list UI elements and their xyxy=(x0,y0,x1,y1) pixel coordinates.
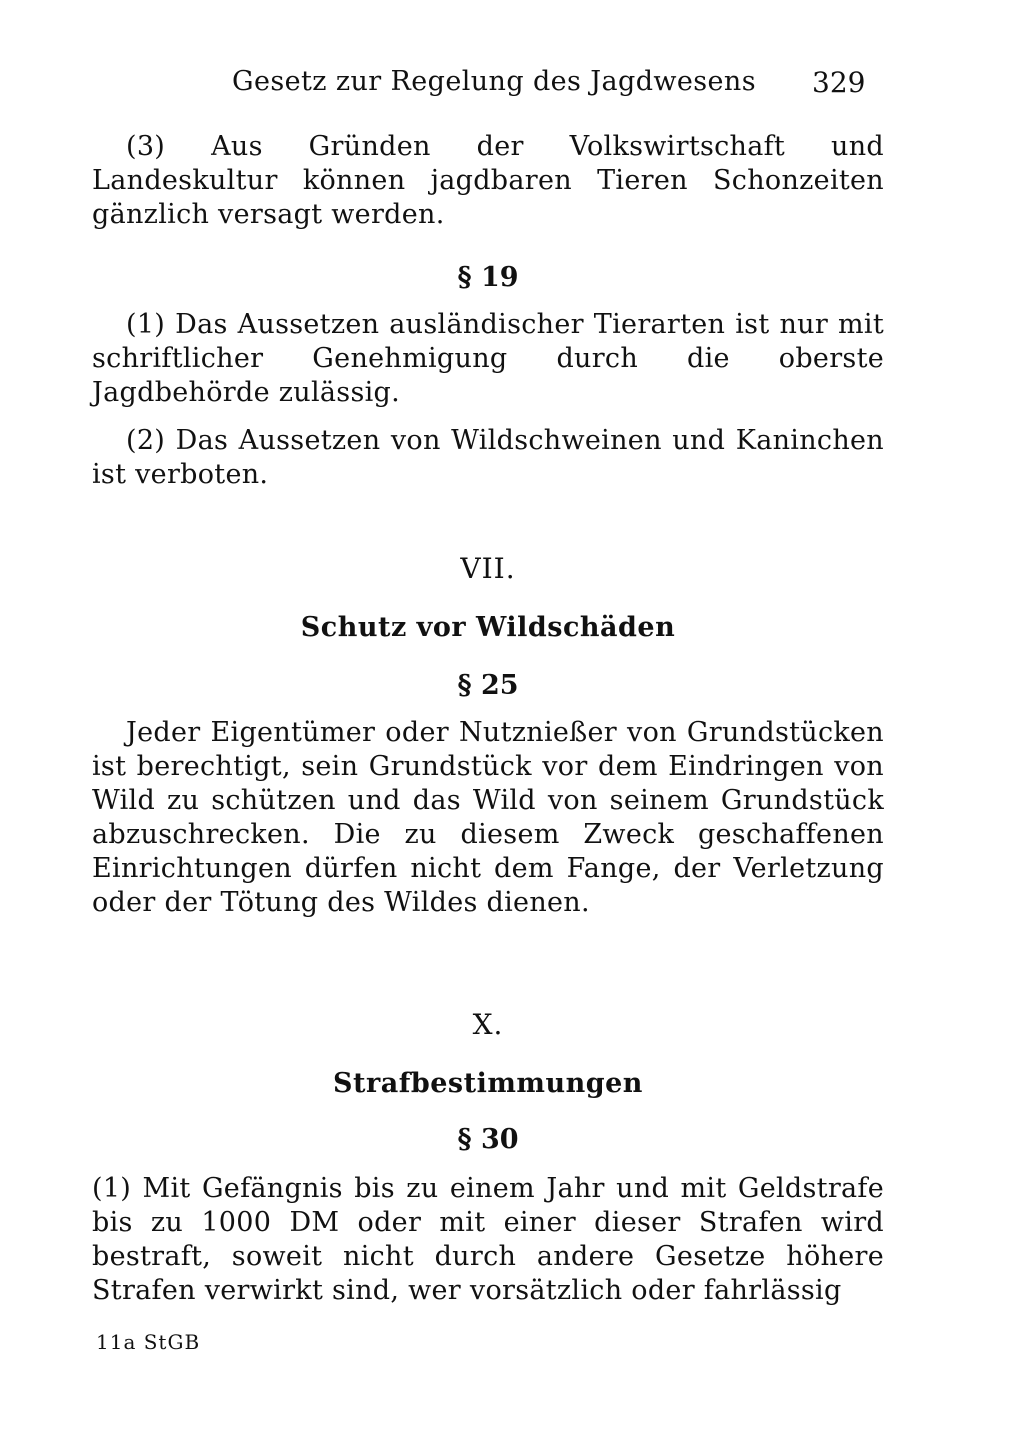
paragraph-18-3 xyxy=(92,130,884,232)
part-x-title: Strafbestimmungen xyxy=(333,1068,643,1099)
paragraph-25 xyxy=(92,716,884,920)
paragraph-19-2-text: (2) Das Aussetzen von Wildschweinen und Kaninchen ist verboten. xyxy=(92,425,884,490)
paragraph-30-1-text: (1) Mit Gefängnis bis zu einem Jahr und mit Geldstrafe bis zu 1000 DM oder mit einer dieser Strafen wird bestraft, soweit nicht durch andere Gesetze höhere Strafen verwirkt sind, wer vorsätzlich oder fahrlässig xyxy=(92,1173,884,1306)
part-x-numeral: X. xyxy=(472,1008,504,1041)
paragraph-19-1-text: (1) Das Aussetzen ausländischer Tierarten ist nur mit schriftlicher Genehmigung durch die oberste Jagdbehörde zulässig. xyxy=(92,309,884,408)
paragraph-30-1 xyxy=(92,1172,884,1308)
section-30-heading: § 30 xyxy=(457,1124,519,1155)
running-title: Gesetz zur Regelung des Jagdwesens xyxy=(232,66,756,97)
paragraph-18-3-text: (3) Aus Gründen der Volkswirtschaft und Landeskultur können jagdbaren Tieren Schonzeiten gänzlich versagt werden. xyxy=(92,131,884,230)
page-number: 329 xyxy=(812,66,866,99)
printer-signature: 11a StGB xyxy=(96,1330,201,1354)
section-19-heading: § 19 xyxy=(457,262,519,293)
paragraph-19-1 xyxy=(92,308,884,410)
paragraph-19-2 xyxy=(92,424,884,492)
section-25-heading: § 25 xyxy=(457,670,519,701)
paragraph-25-text: Jeder Eigentümer oder Nutznießer von Grundstücken ist berechtigt, sein Grundstück vor dem Eindringen von Wild zu schützen und das Wild von seinem Grundstück abzuschrecken. Die zu diesem Zweck geschaffenen Einrichtungen dürfen nicht dem Fange, der Verletzung oder der Tötung des Wildes dienen. xyxy=(92,717,884,918)
part-vii-title: Schutz vor Wildschäden xyxy=(300,612,676,643)
part-vii-numeral: VII. xyxy=(460,552,516,585)
